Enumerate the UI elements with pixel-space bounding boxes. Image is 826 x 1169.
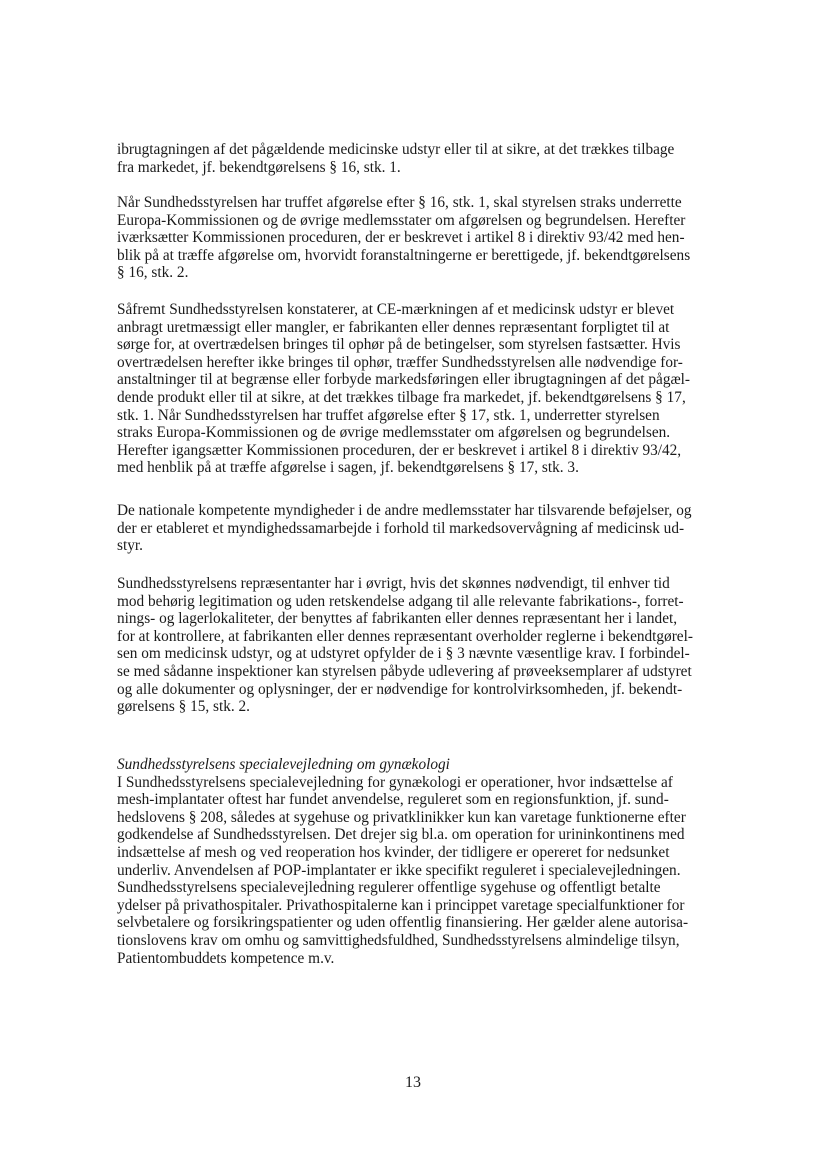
paragraph-inspections: [117, 575, 709, 716]
text-line: se med sådanne inspektioner kan styrelsen påbyde udlevering af prøveeksemplarer af udstyret: [117, 662, 692, 680]
text-line: iværksætter Kommissionen proceduren, der er beskrevet i artikel 8 i direktiv 93/42 med hen-: [117, 229, 685, 247]
text-line: Såfremt Sundhedsstyrelsen konstaterer, at CE-mærkningen af et medicinsk udstyr er blevet: [117, 301, 675, 318]
text-line: § 16, stk. 2.: [117, 264, 189, 282]
text-line: nings- og lagerlokaliteter, der benyttes af fabrikanten eller dennes repræsentant her i landet,: [117, 610, 678, 628]
text-line: gørelsens § 15, stk. 2.: [117, 698, 250, 716]
text-line: dende produkt eller til at sikre, at det trækkes tilbage fra markedet, jf. bekendtgørelsens § 17,: [117, 388, 686, 406]
text-line: tionslovens krav om omhu og samvittighedsfuldhed, Sundhedsstyrelsens almindelige tilsyn,: [117, 931, 680, 949]
section-heading: Sundhedsstyrelsens specialevejledning om gynækologi: [117, 756, 450, 773]
text-line: blik på at træffe afgørelse om, hvorvidt foranstaltningerne er berettigede, jf. bekendtgørelsens: [117, 246, 691, 264]
text-line: mesh-implantater oftest har fundet anvendelse, reguleret som en regionsfunktion, jf. sund-: [117, 791, 669, 809]
text-line: for at kontrollere, at fabrikanten eller dennes repræsentant overholder reglerne i bekendtgørel-: [117, 627, 693, 645]
text-line: anbragt uretmæssigt eller mangler, er fabrikanten eller dennes repræsentant forpligtet til at: [117, 318, 670, 336]
text-line: indsættelse af mesh og ved reoperation hos kvinder, der tidligere er opereret for nedsunket: [117, 843, 670, 861]
text-line: fra markedet, jf. bekendtgørelsens § 16, stk. 1.: [117, 158, 401, 176]
text-line: godkendelse af Sundhedsstyrelsen. Det drejer sig bl.a. om operation for urininkontinens med: [117, 826, 685, 844]
paragraph-ce-marking: [117, 301, 709, 477]
text-line: I Sundhedsstyrelsens specialevejledning for gynækologi er operationer, hvor indsættelse af: [117, 773, 673, 791]
text-line: overtrædelsen herefter ikke bringes til ophør, træffer Sundhedsstyrelsen alle nødvendige for-: [117, 353, 683, 371]
text-line: hedslovens § 208, således at sygehuse og privatklinikker kun kan varetage funktionerne efter: [117, 808, 686, 826]
text-line: ydelser på privathospitaler. Privathospitalerne kan i princippet varetage specialfunktioner for: [117, 896, 685, 914]
text-line: sen om medicinsk udstyr, og at udstyret opfylder de i § 3 nævnte væsentlige krav. I forbindel-: [117, 645, 690, 663]
text-line: Herefter igangsætter Kommissionen proceduren, der er beskrevet i artikel 8 i direktiv 93/42,: [117, 441, 682, 459]
text-line: sørge for, at overtrædelsen bringes til ophør på de betingelser, som styrelsen fastsætter. Hvis: [117, 336, 681, 354]
section-gynecology: [117, 756, 709, 967]
text-line: stk. 1. Når Sundhedsstyrelsen har truffet afgørelse efter § 17, stk. 1, underretter styrelsen: [117, 406, 660, 424]
text-line: straks Europa-Kommissionen og de øvrige medlemsstater om afgørelsen og begrundelsen.: [117, 424, 671, 442]
text-line: selvbetalere og forsikringspatienter og uden offentlig finansiering. Her gælder alene autorisa-: [117, 914, 689, 932]
text-line: ibrugtagningen af det pågældende medicinske udstyr eller til at sikre, at det trækkes tilbage: [117, 141, 675, 158]
text-line: underliv. Anvendelsen af POP-implantater er ikke specifikt reguleret i specialevejledningen.: [117, 861, 681, 879]
text-line: med henblik på at træffe afgørelse i sagen, jf. bekendtgørelsens § 17, stk. 3.: [117, 459, 579, 477]
text-line: anstaltninger til at begrænse eller forbyde markedsføringen eller ibrugtagningen af det pågæl-: [117, 371, 691, 389]
text-line: De nationale kompetente myndigheder i de andre medlemsstater har tilsvarende beføjelser, og: [117, 502, 692, 519]
text-line: styr.: [117, 537, 143, 555]
paragraph-national-authorities: [117, 502, 709, 555]
text-line: og alle dokumenter og oplysninger, der er nødvendige for kontrolvirksomheden, jf. bekendt-: [117, 680, 683, 698]
paragraph-section-16: [117, 194, 709, 282]
text-line: Europa-Kommissionen og de øvrige medlemsstater om afgørelsen og begrundelsen. Herefter: [117, 211, 686, 229]
text-line: Når Sundhedsstyrelsen har truffet afgørelse efter § 16, stk. 1, skal styrelsen straks underrette: [117, 194, 682, 211]
text-line: Sundhedsstyrelsens repræsentanter har i øvrigt, hvis det skønnes nødvendigt, til enhver tid: [117, 575, 670, 592]
text-line: Patientombuddets kompetence m.v.: [117, 949, 335, 967]
text-line: mod behørig legitimation og uden retskendelse adgang til alle relevante fabrikations-, forret-: [117, 592, 684, 610]
paragraph-intro-continuation: [117, 141, 709, 176]
text-line: der er etableret et myndighedssamarbejde i forhold til markedsovervågning af medicinsk ud-: [117, 519, 685, 537]
text-line: Sundhedsstyrelsens specialevejledning regulerer offentlige sygehuse og offentligt betalte: [117, 879, 661, 897]
page-number: 13: [405, 1074, 421, 1091]
